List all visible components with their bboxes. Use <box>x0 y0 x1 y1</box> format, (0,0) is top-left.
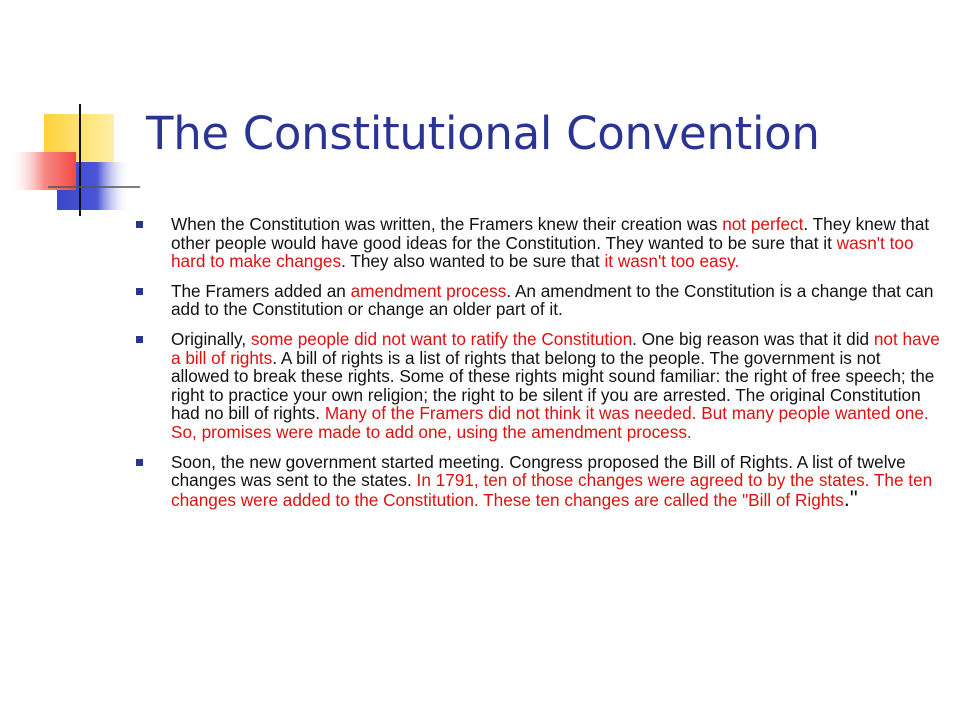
text-segment: Originally, <box>171 328 251 349</box>
text-segment: ." <box>843 485 858 511</box>
highlighted-text: amendment process <box>350 280 507 301</box>
bullet-list <box>136 215 941 520</box>
text-segment: When the Constitution was written, the Framers knew their creation was <box>171 214 723 234</box>
bullet-text <box>171 214 929 271</box>
red-square <box>12 152 76 190</box>
highlighted-text: it wasn't too easy. <box>604 251 740 272</box>
highlighted-text: not perfect <box>722 214 804 234</box>
text-segment: . They knew that other people would have good ideas for the Constitution. They wanted to be sure that it <box>171 214 930 253</box>
highlighted-text: not have a bill of rights <box>171 328 940 368</box>
bullet-item <box>136 330 941 442</box>
bullet-square-icon <box>136 288 143 295</box>
bullet-square-icon <box>136 336 143 343</box>
highlighted-text: wasn't too hard to make changes <box>171 232 914 272</box>
text-segment: . One big reason was that it did <box>632 328 874 349</box>
bullet-text <box>171 452 932 510</box>
bullet-text <box>171 329 940 442</box>
bullet-text <box>171 281 933 320</box>
text-segment: The Framers added an <box>171 280 351 301</box>
decorative-squares-graphic <box>0 100 140 320</box>
text-segment: . They also wanted to be sure that <box>341 251 605 272</box>
slide-title: The Constitutional Convention <box>146 107 820 160</box>
text-segment: . A bill of rights is a list of rights that belong to the people. The government is not allowed to break these rights. Some of these rights might sound familiar: the right of free speech; the right to practice your own religion; the right to be silent if you are arrested. The original Constitution had no bill of rights. <box>171 347 935 424</box>
highlighted-text: Many of the Framers did not think it was needed. But many people wanted one. So, promises were made to add one, using the amendment process. <box>171 403 929 442</box>
bullet-square-icon <box>136 221 143 228</box>
bullet-square-icon <box>136 459 143 466</box>
bullet-item <box>136 453 941 510</box>
text-segment: . An amendment to the Constitution is a change that can add to the Constitution or change an older part of it. <box>171 280 934 320</box>
highlighted-text: In 1791, ten of those changes were agreed to by the states. The ten changes were added to the Constitution. These ten changes are called the "Bill of Rights <box>171 470 933 510</box>
text-segment: Soon, the new government started meeting. Congress proposed the Bill of Rights. A list of twelve changes was sent to the states. <box>171 451 906 491</box>
highlighted-text: some people did not want to ratify the Constitution <box>250 328 633 349</box>
bullet-item <box>136 282 941 319</box>
bullet-item <box>136 215 941 271</box>
